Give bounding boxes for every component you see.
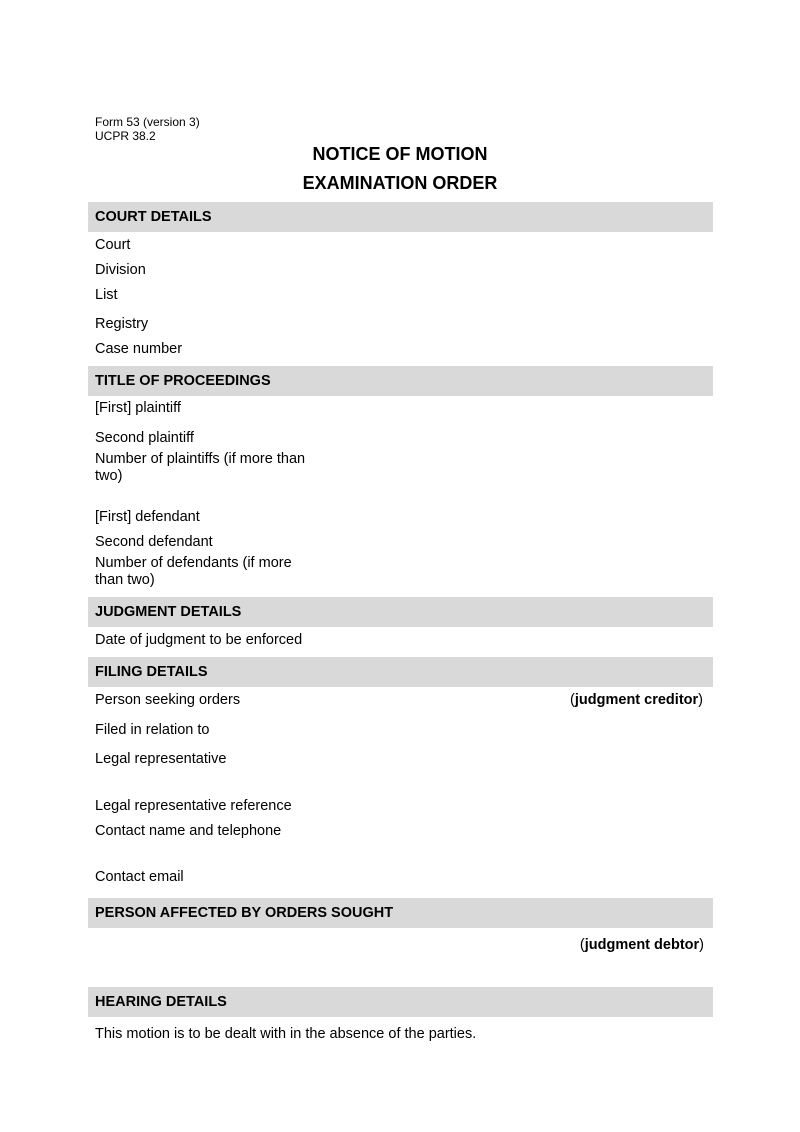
field-list: List [95, 287, 118, 303]
section-heading: FILING DETAILS [95, 664, 208, 680]
section-judgment-details [88, 597, 713, 627]
field-contact-email: Contact email [95, 869, 184, 885]
section-heading: TITLE OF PROCEEDINGS [95, 373, 271, 389]
paren-close: ) [698, 692, 703, 708]
field-legal-representative: Legal representative [95, 751, 227, 767]
document-title: NOTICE OF MOTION [312, 144, 488, 164]
section-heading: PERSON AFFECTED BY ORDERS SOUGHT [95, 905, 394, 921]
field-number-of-defendants: Number of defendants (if more than two) [95, 555, 292, 588]
paren-open: ( [579, 937, 585, 953]
hearing-text: This motion is to be dealt with in the absence of the parties. [95, 1026, 477, 1042]
judgment-creditor-label: judgment creditor [574, 692, 699, 708]
judgment-creditor-note [570, 692, 703, 708]
form-id: Form 53 (version 3) [95, 115, 200, 129]
judgment-debtor-label: judgment debtor [584, 937, 700, 953]
paren-open: ( [570, 692, 575, 708]
field-second-defendant: Second defendant [95, 534, 213, 550]
section-heading: JUDGMENT DETAILS [95, 604, 242, 620]
section-person-affected [88, 898, 713, 928]
section-title-of-proceedings [88, 366, 713, 396]
document-subtitle: EXAMINATION ORDER [302, 173, 498, 193]
field-legal-representative-reference: Legal representative reference [95, 798, 292, 814]
section-heading: HEARING DETAILS [95, 994, 227, 1010]
judgment-debtor-note [580, 937, 704, 953]
section-filing-details [88, 657, 713, 687]
field-second-plaintiff: Second plaintiff [95, 430, 194, 446]
field-number-of-plaintiffs: Number of plaintiffs (if more than two) [95, 451, 306, 484]
field-person-seeking-orders: Person seeking orders [95, 692, 241, 708]
section-hearing-details [88, 987, 713, 1017]
field-first-defendant: [First] defendant [95, 509, 200, 525]
field-court: Court [95, 237, 131, 253]
paren-close: ) [699, 937, 704, 953]
field-filed-in-relation-to: Filed in relation to [95, 722, 210, 738]
field-date-of-judgment: Date of judgment to be enforced [95, 632, 303, 648]
field-case-number: Case number [95, 341, 183, 357]
field-contact-name-telephone: Contact name and telephone [95, 823, 282, 839]
section-court-details [88, 202, 713, 232]
field-first-plaintiff: [First] plaintiff [95, 400, 181, 416]
section-heading: COURT DETAILS [95, 209, 212, 225]
field-division: Division [95, 262, 146, 278]
field-registry: Registry [95, 316, 149, 332]
rule-reference: UCPR 38.2 [95, 129, 156, 143]
